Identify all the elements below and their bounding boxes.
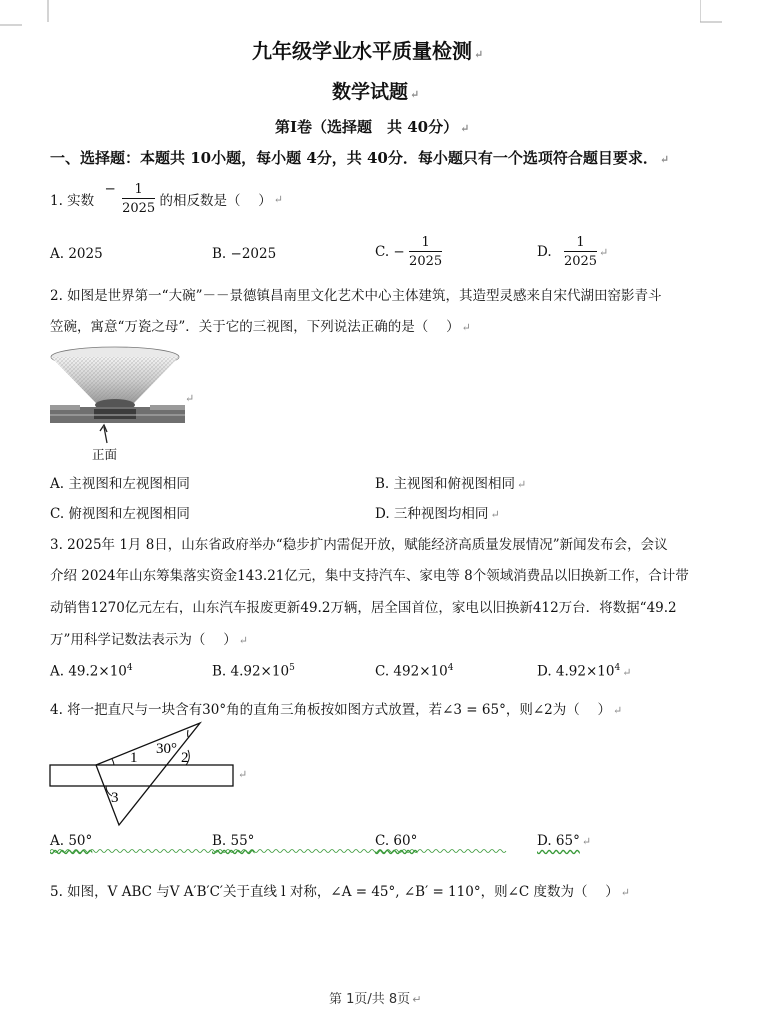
exam-title: 九年级学业水平质量检测 ↵ [252, 39, 484, 63]
front-view-label: 正面 [92, 447, 118, 462]
angle-1-label: 1 [130, 750, 138, 766]
angle-30-label: 30° [156, 741, 177, 757]
bowl-building-photo [50, 345, 190, 463]
q2-option-c[interactable]: C. 俯视图和左视图相同 [50, 506, 190, 522]
triangle [96, 723, 200, 825]
q4-option-c[interactable]: C. 60° [375, 833, 418, 849]
q3-option-c[interactable]: C. $492\times 10^4$ [375, 663, 454, 680]
ruler [50, 765, 233, 786]
section-heading: 一、选择题：本题共 10小题，每小题 4分，共 40分．每小题只有一个选项符合题目要求． ↵ [50, 149, 670, 167]
page-footer: 第 1页/共 8页 ↵ [329, 992, 422, 1007]
question-3-line1: 3. 2025年 1月 8日，山东省政府举办“稳步扩内需促开放，赋能经济高质量发展情况”新闻发布会，会议 [50, 537, 668, 553]
subject-title: 数学试题 ↵ [332, 81, 420, 103]
crop-mark-top-left [0, 0, 50, 30]
crop-mark-top-right [700, 0, 769, 30]
q2-option-d[interactable]: D. 三种视图均相同 ↵ [375, 506, 500, 522]
q3-option-b[interactable]: B. $4.92\times 10^5$ [212, 663, 295, 680]
question-4: 4. 将一把直尺与一块含有30°角的直角三角板按如图方式放置，若∠3 = 65°，则∠2为（ ） ↵ [50, 702, 623, 718]
q3-option-d[interactable]: D. $4.92\times 10^4$ ↵ [537, 663, 632, 680]
paragraph-mark: ↵ [185, 392, 195, 405]
question-3-line3: 动销售1270亿元左右，山东汽车报废更新49.2万辆，居全国首位，家电以旧换新412万台．将数据“49.2 [50, 600, 677, 616]
wavy-underline [50, 848, 545, 854]
q1-option-b[interactable]: B. −2025 [212, 246, 277, 262]
q4-option-b[interactable]: B. 55° [212, 833, 255, 849]
question-3-line2: 介绍 2024年山东筹集落实资金143.21亿元，集中支持汽车、家电等 8个领域消费品以旧换新工作，合计带 [50, 568, 689, 584]
q1-option-a[interactable]: A. 2025 [50, 246, 103, 262]
question-1: 1. 实数 − $\frac{1}{2025}$ 的相反数是（ ） ↵ [50, 181, 283, 216]
ruler-triangle-figure [48, 720, 248, 830]
question-3-line4: 万”用科学记数法表示为（ ） ↵ [50, 632, 248, 648]
q3-option-a[interactable]: A. $49.2\times 10^4$ [50, 663, 133, 680]
q4-option-a[interactable]: A. 50° [50, 833, 93, 849]
angle-2-label: 2 [181, 750, 189, 766]
q1-option-d[interactable]: D. $\frac{1}{2025}$ ↵ [537, 235, 609, 269]
angle-3-label: 3 [111, 790, 119, 806]
q2-option-b[interactable]: B. 主视图和俯视图相同 ↵ [375, 476, 527, 492]
q4-option-d[interactable]: D. 65° ↵ [537, 833, 592, 849]
question-5: 5. 如图，V ABC 与V A′B′C′关于直线 l 对称，∠A = 45°, ∠B′ = 110°，则∠C 度数为（ ） ↵ [50, 884, 631, 900]
q2-option-a[interactable]: A. 主视图和左视图相同 [50, 476, 190, 492]
q1-option-c[interactable]: C. − $\frac{1}{2025}$ [375, 235, 443, 269]
paragraph-mark: ↵ [238, 768, 248, 781]
question-2-line2: 笠碗，寓意“万瓷之母”．关于它的三视图，下列说法正确的是（ ） ↵ [50, 319, 471, 335]
volume-title: 第Ⅰ卷（选择题 共 40分） ↵ [275, 118, 470, 136]
question-2-line1: 2. 如图是世界第一“大碗”－－景德镇昌南里文化艺术中心主体建筑，其造型灵感来自宋代湖田窑影青斗 [50, 288, 662, 304]
